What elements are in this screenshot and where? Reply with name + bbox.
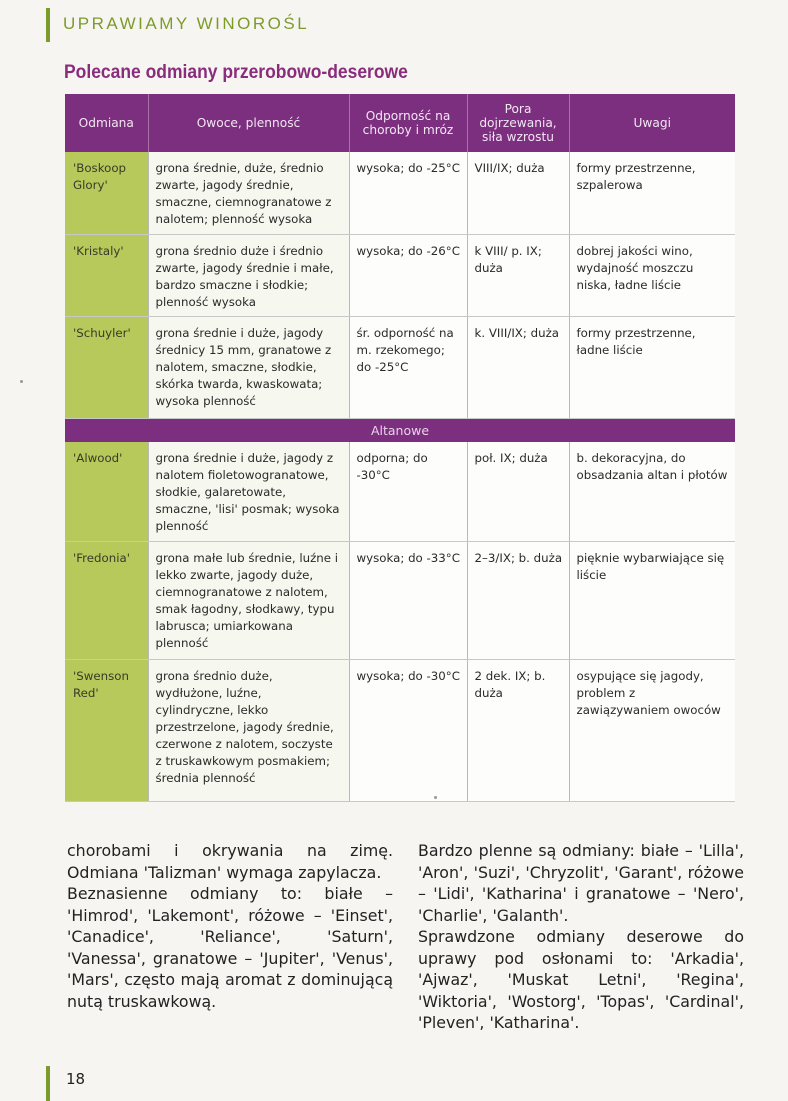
body-paragraph: Bardzo plenne są odmiany: białe – 'Lilla', 'Aron', 'Suzi', 'Chryzolit', 'Garant', różowe – 'Lidi', 'Katharina' i granatowe – 'Nero', 'Charlie', 'Galanth'. bbox=[418, 841, 744, 925]
notes-cell: pięknie wybarwiające się liście bbox=[569, 542, 735, 660]
table-header bbox=[65, 94, 735, 152]
table-row bbox=[65, 442, 735, 542]
resistance-cell: wysoka; do -26°C bbox=[349, 234, 467, 316]
ripening-cell: 2 dek. IX; b. duża bbox=[467, 660, 569, 802]
notes-cell: formy przestrzenne, szpalerowa bbox=[569, 152, 735, 234]
fruit-cell: grona średnie, duże, średnio zwarte, jagody średnie, smaczne, ciemnogranatowe z nalotem; plenność wysoka bbox=[148, 152, 349, 234]
section-label: Altanowe bbox=[65, 418, 735, 442]
notes-cell: formy przestrzenne, ładne liście bbox=[569, 316, 735, 418]
resistance-cell: wysoka; do -30°C bbox=[349, 660, 467, 802]
ripening-cell: k VIII/ p. IX; duża bbox=[467, 234, 569, 316]
fruit-cell: grona małe lub średnie, luźne i lekko zwarte, jagody duże, ciemnogranatowe z nalotem, smak łagodny, słodkawy, typu labrusca; umiarkowana plenność bbox=[148, 542, 349, 660]
resistance-cell: wysoka; do -25°C bbox=[349, 152, 467, 234]
body-paragraph: Sprawdzone odmiany deserowe do uprawy pod osłonami to: 'Arkadia', 'Ajwaz', 'Muskat Letni', 'Regina', 'Wiktoria', 'Wostorg', 'Topas', 'Cardinal', 'Pleven', 'Katharina'. bbox=[418, 927, 744, 1032]
ripening-cell: k. VIII/IX; duża bbox=[467, 316, 569, 418]
ripening-cell: VIII/IX; duża bbox=[467, 152, 569, 234]
header-resistance: Odporność na choroby i mróz bbox=[349, 94, 467, 152]
body-paragraph: Beznasienne odmiany to: białe – 'Himrod', 'Lakemont', różowe – 'Einset', 'Canadice', 'Reliance', 'Saturn', 'Vanessa', granatowe – 'Jupiter', 'Venus', 'Mars', często mają aromat z dominującą nutą truskawkową. bbox=[67, 884, 393, 1011]
page-number: 18 bbox=[66, 1070, 86, 1088]
variety-cell: 'Schuyler' bbox=[65, 316, 148, 418]
scan-speck bbox=[20, 380, 23, 383]
resistance-cell: śr. odporność na m. rzekomego; do -25°C bbox=[349, 316, 467, 418]
fruit-cell: grona średnio duże i średnio zwarte, jagody średnie i małe, bardzo smaczne i słodkie; plenność wysoka bbox=[148, 234, 349, 316]
variety-cell: 'Fredonia' bbox=[65, 542, 148, 660]
page-title: Polecane odmiany przerobowo-deserowe bbox=[64, 62, 408, 83]
notes-cell: b. dekoracyjna, do obsadzania altan i płotów bbox=[569, 442, 735, 542]
resistance-cell: wysoka; do -33°C bbox=[349, 542, 467, 660]
header-fruit: Owoce, plenność bbox=[148, 94, 349, 152]
header-ripening: Pora dojrzewania, siła wzrostu bbox=[467, 94, 569, 152]
footer-accent-bar bbox=[46, 1066, 50, 1101]
variety-cell: 'Kristaly' bbox=[65, 234, 148, 316]
scan-speck bbox=[434, 796, 437, 799]
section-row bbox=[65, 418, 735, 442]
body-left-column bbox=[67, 840, 393, 1012]
variety-cell: 'Alwood' bbox=[65, 442, 148, 542]
ripening-cell: 2–3/IX; b. duża bbox=[467, 542, 569, 660]
fruit-cell: grona średnio duże, wydłużone, luźne, cylindryczne, lekko przestrzelone, jagody średnie, czerwone z nalotem, soczyste z truskawkowym posmakiem; średnia plenność bbox=[148, 660, 349, 802]
table-row bbox=[65, 316, 735, 418]
resistance-cell: odporna; do -30°C bbox=[349, 442, 467, 542]
variety-cell: 'Swenson Red' bbox=[65, 660, 148, 802]
varieties-table bbox=[65, 94, 735, 802]
header-notes: Uwagi bbox=[569, 94, 735, 152]
running-title: UPRAWIAMY WINOROŚL bbox=[63, 14, 310, 33]
table-row bbox=[65, 660, 735, 802]
header-variety: Odmiana bbox=[65, 94, 148, 152]
notes-cell: dobrej jakości wino, wydajność moszczu niska, ładne liście bbox=[569, 234, 735, 316]
notes-cell: osypujące się jagody, problem z zawiązywaniem owoców bbox=[569, 660, 735, 802]
fruit-cell: grona średnie i duże, jagody średnicy 15 mm, granatowe z nalotem, smaczne, słodkie, skórka twarda, kwaskowata; wysoka plenność bbox=[148, 316, 349, 418]
body-right-column bbox=[418, 840, 744, 1034]
ripening-cell: poł. IX; duża bbox=[467, 442, 569, 542]
header-accent-bar bbox=[46, 8, 50, 42]
table-row bbox=[65, 234, 735, 316]
table-row bbox=[65, 152, 735, 234]
fruit-cell: grona średnie i duże, jagody z nalotem fioletowogranatowe, słodkie, galaretowate, smaczne, 'lisi' posmak; wysoka plenność bbox=[148, 442, 349, 542]
body-paragraph: chorobami i okrywania na zimę. Odmiana 'Talizman' wymaga zapylacza. bbox=[67, 841, 393, 882]
table-row bbox=[65, 542, 735, 660]
variety-cell: 'Boskoop Glory' bbox=[65, 152, 148, 234]
